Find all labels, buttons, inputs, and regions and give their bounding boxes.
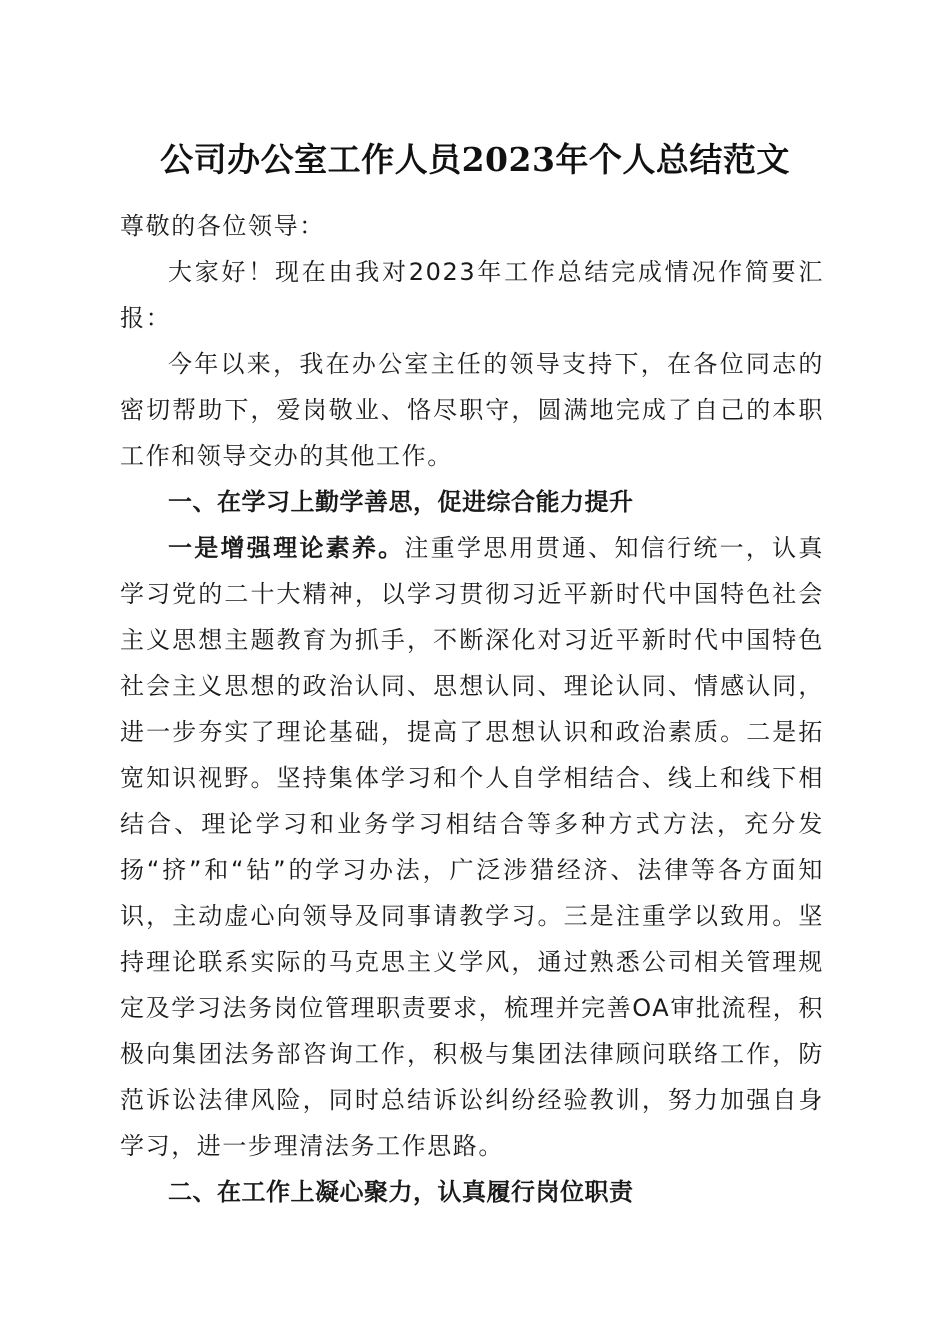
salutation: 尊敬的各位领导： [120, 212, 325, 240]
document-body [120, 203, 824, 1215]
section-2-heading: 二、在工作上凝心聚力，认真履行岗位职责 [168, 1178, 634, 1206]
document-title: 公司办公室工作人员2023年个人总结范文 [160, 140, 790, 179]
section-1-lead: 一是增强理论素养。 [168, 534, 405, 562]
section-1-body: 注重学思用贯通、知信行统一，认真学习党的二十大精神，以学习贯彻习近平新时代中国特色社会主义思想主题教育为抓手，不断深化对习近平新时代中国特色社会主义思想的政治认同、思想认同、理论认同、情感认同，进一步夯实了理论基础，提高了思想认识和政治素质。二是拓宽知识视野。坚持集体学习和个人自学相结合、线上和线下相结合、理论学习和业务学习相结合等多种方式方法，充分发扬“挤”和“钻”的学习办法，广泛涉猎经济、法律等各方面知识，主动虚心向领导及同事请教学习。三是注重学以致用。坚持理论联系实际的马克思主义学风，通过熟悉公司相关管理规定及学习法务岗位管理职责要求，梳理并完善OA审批流程，积极向集团法务部咨询工作，积极与集团法律顾问联络工作，防范诉讼法律风险，同时总结诉讼纠纷经验教训，努力加强自身学习，进一步理清法务工作思路。 [120, 534, 824, 1160]
greeting-paragraph: 大家好！现在由我对2023年工作总结完成情况作简要汇报： [120, 258, 824, 332]
section-1-heading: 一、在学习上勤学善思，促进综合能力提升 [168, 488, 634, 516]
intro-paragraph: 今年以来，我在办公室主任的领导支持下，在各位同志的密切帮助下，爱岗敬业、恪尽职守，圆满地完成了自己的本职工作和领导交办的其他工作。 [120, 350, 824, 470]
section-1-paragraph [120, 525, 824, 1169]
